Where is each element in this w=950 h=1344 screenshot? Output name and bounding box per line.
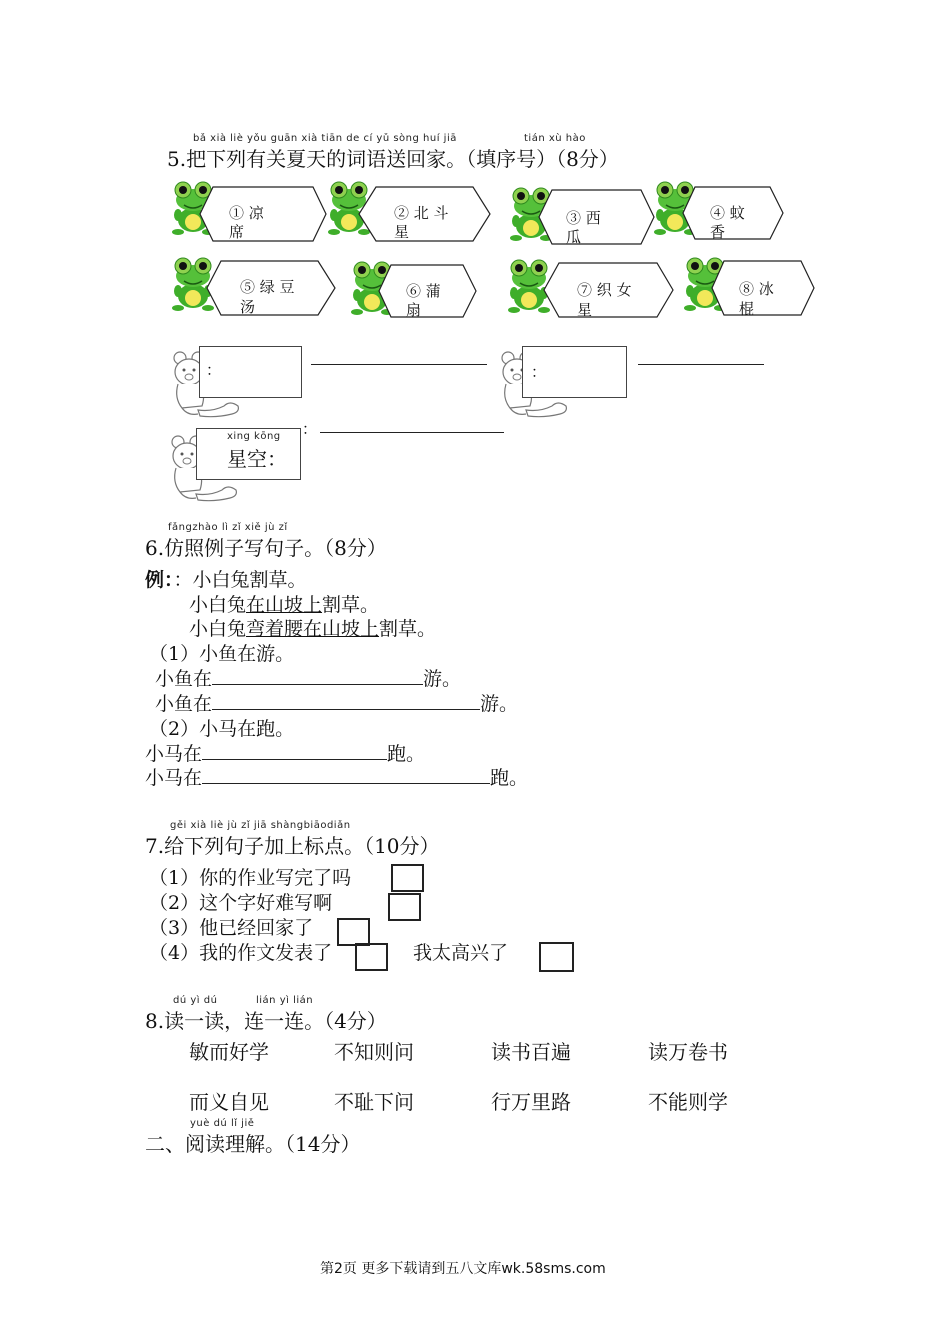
example-text: 割草。 xyxy=(322,594,380,616)
category-sign-1 xyxy=(199,346,302,398)
word-card-4 xyxy=(682,186,784,240)
q6-line xyxy=(145,763,528,790)
q6-line xyxy=(155,664,461,691)
word-card-text: ④ 蚊 xyxy=(710,204,745,222)
q7-sentence-1: （1）你的作业写完了吗 xyxy=(149,867,352,889)
word-card-2 xyxy=(358,186,491,242)
sign-colon: ： xyxy=(206,361,222,379)
answer-blank[interactable] xyxy=(311,364,487,365)
example-line-2 xyxy=(189,590,379,617)
q6-title: 6.仿照例子写句子。（8分） xyxy=(145,536,387,560)
word-card-text: 棍 xyxy=(739,300,755,318)
word-card-8 xyxy=(711,260,815,316)
sign-text: 星空： xyxy=(227,447,287,471)
q7-sentence-4: （4）我的作文发表了 xyxy=(149,942,333,964)
answer-blank[interactable] xyxy=(202,743,387,760)
example-text: ：小白兔割草。 xyxy=(173,569,307,591)
word-card-text: ③ 西 xyxy=(566,209,601,227)
word-card-text: ⑧ 冰 xyxy=(739,280,774,298)
word-card-1 xyxy=(199,186,327,242)
line-suffix: 游。 xyxy=(480,693,519,715)
idiom-bottom[interactable]: 不能则学 xyxy=(648,1090,728,1114)
answer-blank[interactable] xyxy=(638,364,764,365)
word-card-text: ① 凉 xyxy=(229,204,264,222)
word-card-3 xyxy=(538,189,655,245)
punctuation-box[interactable] xyxy=(391,864,424,892)
sign-colon: ： xyxy=(302,420,318,438)
word-card-text: 汤 xyxy=(240,298,256,316)
example-underlined: 在山坡上 xyxy=(246,594,323,616)
category-sign-2 xyxy=(522,346,627,398)
sec2-pinyin: yuè dú lǐ jiě xyxy=(190,1118,255,1129)
idiom-bottom[interactable]: 行万里路 xyxy=(491,1090,571,1114)
word-card-text: 扇 xyxy=(406,301,422,319)
sign-colon: ： xyxy=(531,363,547,381)
line-suffix: 跑。 xyxy=(387,743,426,765)
word-card-text: 香 xyxy=(710,223,726,241)
word-card-text: 星 xyxy=(394,223,410,241)
idiom-top[interactable]: 不知则问 xyxy=(334,1040,414,1064)
page-footer: 第2页 更多下载请到五八文库wk.58sms.com xyxy=(320,1261,606,1277)
q6-line xyxy=(155,689,518,716)
word-card-text: ⑦ 织 女 xyxy=(577,281,632,299)
line-prefix: 小鱼在 xyxy=(155,693,213,715)
q7-sentence-4b: 我太高兴了 xyxy=(413,942,509,964)
word-card-text: ⑥ 蒲 xyxy=(406,282,441,300)
q5-title: 5.把下列有关夏天的词语送回家。（填序号）（8分） xyxy=(167,147,619,171)
answer-blank[interactable] xyxy=(212,668,423,685)
q7-title: 7.给下列句子加上标点。（10分） xyxy=(145,834,440,858)
q8-pinyin-b: lián yì lián xyxy=(256,995,314,1006)
idiom-top[interactable]: 读书百遍 xyxy=(491,1040,571,1064)
punctuation-box[interactable] xyxy=(539,942,574,972)
category-sign-3 xyxy=(196,428,301,480)
q6-pinyin: fǎngzhào lì zǐ xiě jù zǐ xyxy=(168,522,288,533)
q7-pinyin: gěi xià liè jù zǐ jiā shàngbiāodiǎn xyxy=(170,820,351,831)
q6-part-1: （1）小鱼在游。 xyxy=(149,643,295,665)
q8-title: 8.读一读，连一连。（4分） xyxy=(145,1009,387,1033)
example-text: 小白兔 xyxy=(189,618,247,640)
punctuation-box[interactable] xyxy=(337,918,370,946)
example-line-3 xyxy=(189,614,436,641)
word-card-text: ⑤ 绿 豆 xyxy=(240,278,295,296)
word-card-text: 星 xyxy=(577,301,593,319)
line-prefix: 小马在 xyxy=(145,767,203,789)
punctuation-box[interactable] xyxy=(388,893,421,921)
line-suffix: 跑。 xyxy=(490,767,529,789)
q5-pinyin-a: bǎ xià liè yǒu guān xià tiān de cí yǔ sòng huí jiā xyxy=(193,133,457,144)
q6-line xyxy=(145,739,425,766)
answer-blank[interactable] xyxy=(320,432,504,433)
answer-blank[interactable] xyxy=(202,767,490,784)
word-card-7 xyxy=(543,262,674,318)
q7-sentence-2: （2）这个字好难写啊 xyxy=(149,892,333,914)
example-text: 小白兔 xyxy=(189,594,247,616)
idiom-top[interactable]: 敏而好学 xyxy=(189,1040,269,1064)
q8-pinyin-a: dú yì dú xyxy=(173,995,218,1006)
idiom-top[interactable]: 读万卷书 xyxy=(648,1040,728,1064)
word-card-text: ② 北 斗 xyxy=(394,204,449,222)
answer-blank[interactable] xyxy=(212,693,480,710)
idiom-bottom[interactable]: 不耻下问 xyxy=(334,1090,414,1114)
q5-pinyin-b: tián xù hào xyxy=(524,133,586,144)
q6-part-2: （2）小马在跑。 xyxy=(149,718,295,740)
example-label: 例： xyxy=(145,569,174,591)
example-underlined: 弯着腰在山坡上 xyxy=(246,618,380,640)
section-2-title: 二、阅读理解。（14分） xyxy=(145,1132,361,1156)
word-card-6 xyxy=(378,264,477,318)
word-card-text: 席 xyxy=(229,223,245,241)
q7-sentence-3: （3）他已经回家了 xyxy=(149,917,314,939)
punctuation-box[interactable] xyxy=(355,943,388,971)
word-card-text: 瓜 xyxy=(566,228,582,246)
line-prefix: 小马在 xyxy=(145,743,203,765)
example-text: 割草。 xyxy=(379,618,437,640)
sign-pinyin: xing kōng xyxy=(227,431,281,442)
word-card-5 xyxy=(206,260,336,316)
line-prefix: 小鱼在 xyxy=(155,668,213,690)
line-suffix: 游。 xyxy=(423,668,462,690)
idiom-bottom[interactable]: 而义自见 xyxy=(189,1090,269,1114)
example-line-1 xyxy=(145,565,307,592)
